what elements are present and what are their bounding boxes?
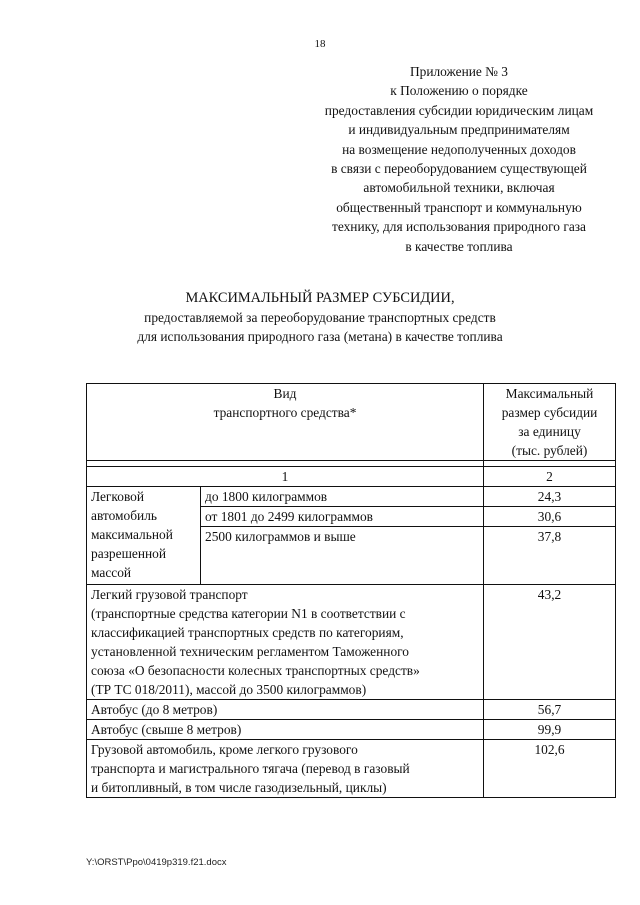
- subsidy-value: 24,3: [484, 487, 616, 507]
- subsidy-table: [86, 383, 616, 798]
- title-subline: для использования природного газа (метана) в качестве топлива: [137, 329, 503, 344]
- appendix-line: и индивидуальным предпринимателям: [348, 122, 570, 138]
- appendix-line: предоставления субсидии юридическим лицам: [324, 102, 594, 118]
- subsidy-value: 99,9: [484, 720, 616, 740]
- header-vehicle-type: Вид транспортного средства*: [87, 384, 484, 461]
- subsidy-value: 37,8: [484, 527, 616, 585]
- appendix-line: к Положению о порядке: [390, 83, 528, 99]
- appendix-line: на возмещение недополученных доходов: [342, 141, 576, 157]
- appendix-line: общественный транспорт и коммунальную: [336, 199, 582, 215]
- header-max-subsidy: Максимальный размер субсидии за единицу (тыс. рублей): [484, 384, 616, 461]
- bus-small-label: Автобус (до 8 метров): [87, 700, 484, 720]
- appendix-line: в качестве топлива: [405, 238, 513, 254]
- subsidy-value: 56,7: [484, 700, 616, 720]
- column-number: 2: [484, 467, 616, 487]
- table-row: [87, 487, 616, 507]
- column-number-row: [87, 467, 616, 487]
- mass-range: от 1801 до 2499 килограммов: [201, 507, 484, 527]
- appendix-line: технику, для использования природного газа: [331, 219, 586, 235]
- table-row: [87, 740, 616, 798]
- light-truck-description: Легкий грузовой транспорт (транспортные средства категории N1 в соответствии с классификацией транспортных средств по категориям, установленной техническим регламентом Таможенного союза «О безопасности колесных транспортных средств» (ТР ТС 018/2011), массой до 3500 килограммов): [87, 585, 484, 700]
- bus-large-label: Автобус (свыше 8 метров): [87, 720, 484, 740]
- passenger-car-label: Легковой автомобиль максимальной разрешенной массой: [87, 487, 201, 585]
- appendix-line: Приложение № 3: [409, 64, 509, 79]
- title-subline: предоставляемой за переоборудование транспортных средств: [144, 310, 496, 325]
- footer-file-path: Y:\ORST\Ppo\0419p319.f21.docx: [86, 857, 227, 868]
- subsidy-value: 102,6: [484, 740, 616, 798]
- subsidy-value: 30,6: [484, 507, 616, 527]
- title-main: МАКСИМАЛЬНЫЙ РАЗМЕР СУБСИДИИ,: [185, 290, 455, 306]
- document-title: [0, 288, 640, 346]
- table-row: [87, 585, 616, 700]
- table-header-row: [87, 384, 616, 461]
- truck-description: Грузовой автомобиль, кроме легкого грузового транспорта и магистрального тягача (перевод в газовый и битопливный, в том числе газодизельный, циклы): [87, 740, 484, 798]
- column-number: 1: [87, 467, 484, 487]
- table-row: [87, 720, 616, 740]
- appendix-line: в связи с переоборудованием существующей: [331, 161, 587, 177]
- appendix-line: автомобильной техники, включая: [363, 180, 555, 196]
- mass-range: 2500 килограммов и выше: [201, 527, 484, 585]
- subsidy-value: 43,2: [484, 585, 616, 700]
- appendix-header: [300, 62, 618, 256]
- page-number: 18: [314, 38, 326, 50]
- mass-range: до 1800 килограммов: [201, 487, 484, 507]
- table-row: [87, 700, 616, 720]
